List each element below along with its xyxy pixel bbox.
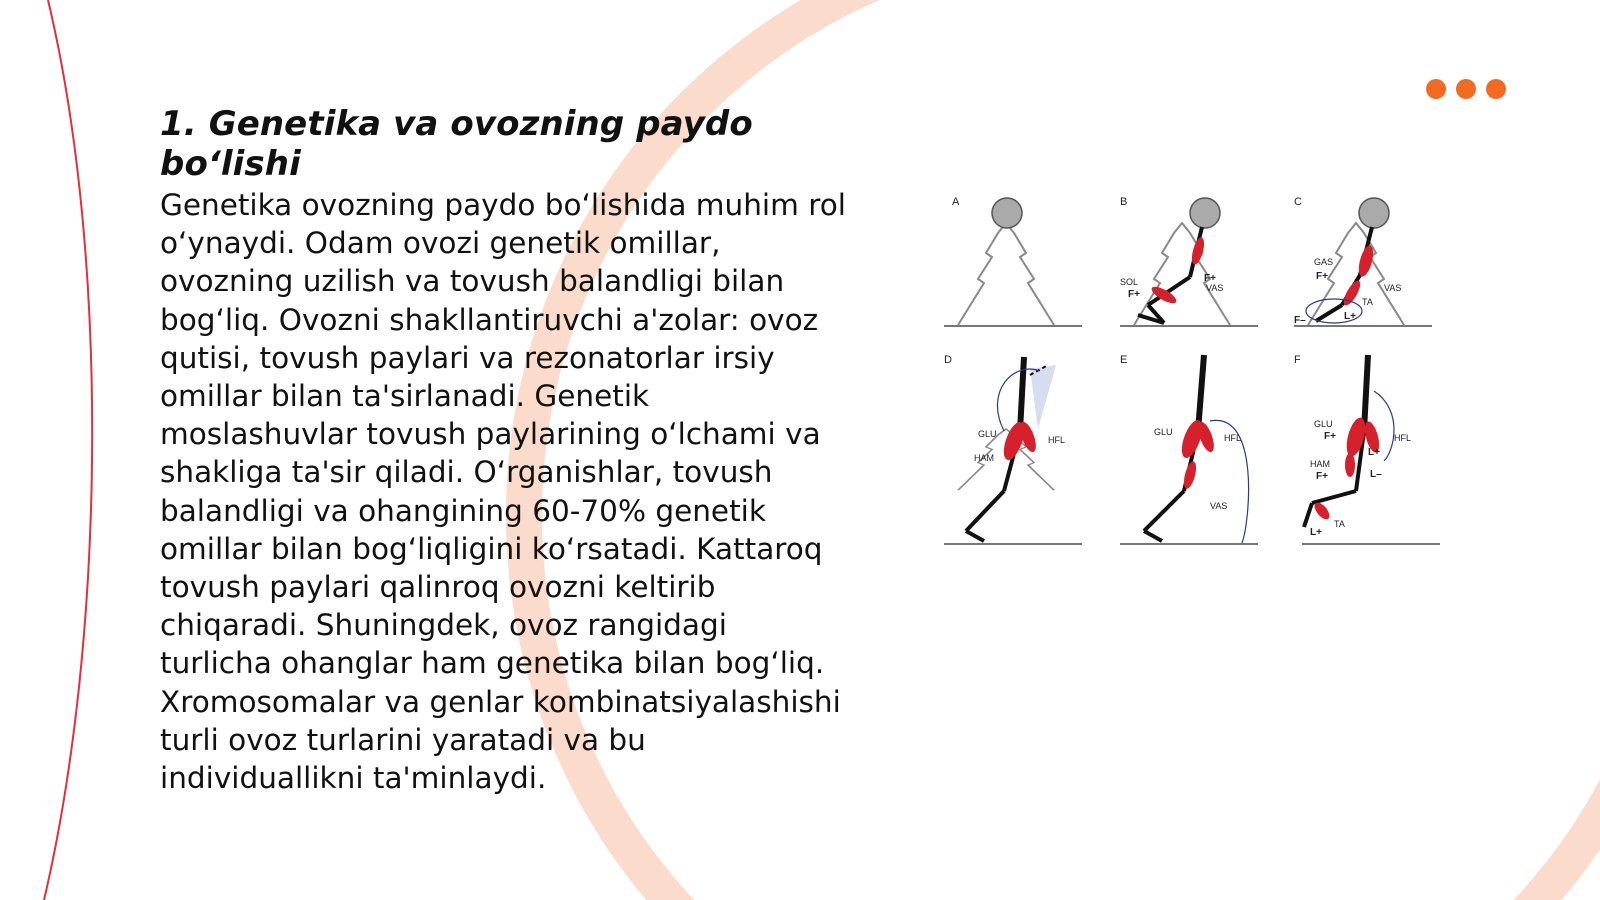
muscle-label-glu-d: GLU <box>978 429 997 439</box>
slide-title: 1. Genetika va ovozning paydo bo‘lishi <box>160 104 753 184</box>
muscle-label-sol: SOL <box>1120 277 1139 287</box>
gait-illustration <box>944 193 1464 565</box>
panel-d <box>944 354 1082 544</box>
panel-a <box>944 196 1082 326</box>
panel-label-c: C <box>1294 196 1302 208</box>
muscle-label-ham-d: HAM <box>974 453 994 463</box>
dot-icon <box>1486 79 1506 99</box>
muscle-label-ta-c: TA <box>1362 297 1373 307</box>
panel-label-d: D <box>944 354 952 366</box>
panel-label-b: B <box>1120 196 1128 208</box>
muscle-label-gas: GAS <box>1314 257 1334 267</box>
sign-f-plus-b2: F+ <box>1204 273 1216 284</box>
sign-f-minus-c: F– <box>1294 315 1306 326</box>
muscle-label-vas-c: VAS <box>1384 283 1402 293</box>
dot-icon <box>1426 79 1446 99</box>
left-accent-line <box>44 0 92 900</box>
sign-l-minus-f: L– <box>1370 469 1382 480</box>
panel-f <box>1294 354 1440 544</box>
panel-e <box>1120 354 1258 544</box>
muscle-label-vas-e: VAS <box>1210 501 1228 511</box>
panel-label-e: E <box>1120 354 1128 366</box>
muscle-label-hfl-d: HFL <box>1048 435 1066 445</box>
sign-l-plus-c: L+ <box>1344 311 1356 322</box>
sign-f-plus-f2: F+ <box>1316 471 1328 482</box>
dots-decoration <box>1426 79 1506 99</box>
muscle-label-ta-f: TA <box>1334 519 1345 529</box>
sign-f-plus-f1: F+ <box>1324 431 1336 442</box>
panel-label-f: F <box>1294 354 1301 366</box>
panel-label-a: A <box>952 196 960 208</box>
dot-icon <box>1456 79 1476 99</box>
muscle-label-glu-e: GLU <box>1154 427 1173 437</box>
sign-l-plus-f2: L+ <box>1310 527 1322 538</box>
sign-f-plus-b1: F+ <box>1128 289 1140 300</box>
muscle-label-hfl-e: HFL <box>1224 433 1242 443</box>
sign-f-plus-c: F+ <box>1316 271 1328 282</box>
sign-l-plus-f1: L+ <box>1368 447 1380 458</box>
muscle-label-hfl-f: HFL <box>1394 433 1412 443</box>
muscle-label-ham-f: HAM <box>1310 459 1330 469</box>
slide-body-text: Genetika ovozning paydo bo‘lishida muhim rol o‘ynaydi. Odam ovozi genetik omillar, ovozning uzilish va tovush balandligi bilan bog‘liq. Ovozni shakllantiruvchi a'zolar: ovoz qutisi, tovush paylari va rezonatorlar irsiy omillar bilan ta'sirlanadi. Genetik moslashuvlar tovush paylarining o‘lchami va shakliga ta'sir qiladi. O‘rganishlar, tovush balandligi va ohangining 60-70% genetik omillar bilan bog‘liqligini ko‘rsatadi. Kattaroq tovush paylari qalinroq ovozni keltirib chiqaradi. Shuningdek, ovoz rangidagi turlicha ohanglar ham genetika bilan bog‘liq. Xromosomalar va genlar kombinatsiyalashishi turli ovoz turlarini yaratadi va bu individuallikni ta'minlaydi. <box>160 188 846 796</box>
muscle-label-glu-f: GLU <box>1314 419 1333 429</box>
panel-c <box>1294 196 1432 326</box>
panel-b <box>1120 196 1258 326</box>
muscle-label-vas-b: VAS <box>1206 283 1224 293</box>
